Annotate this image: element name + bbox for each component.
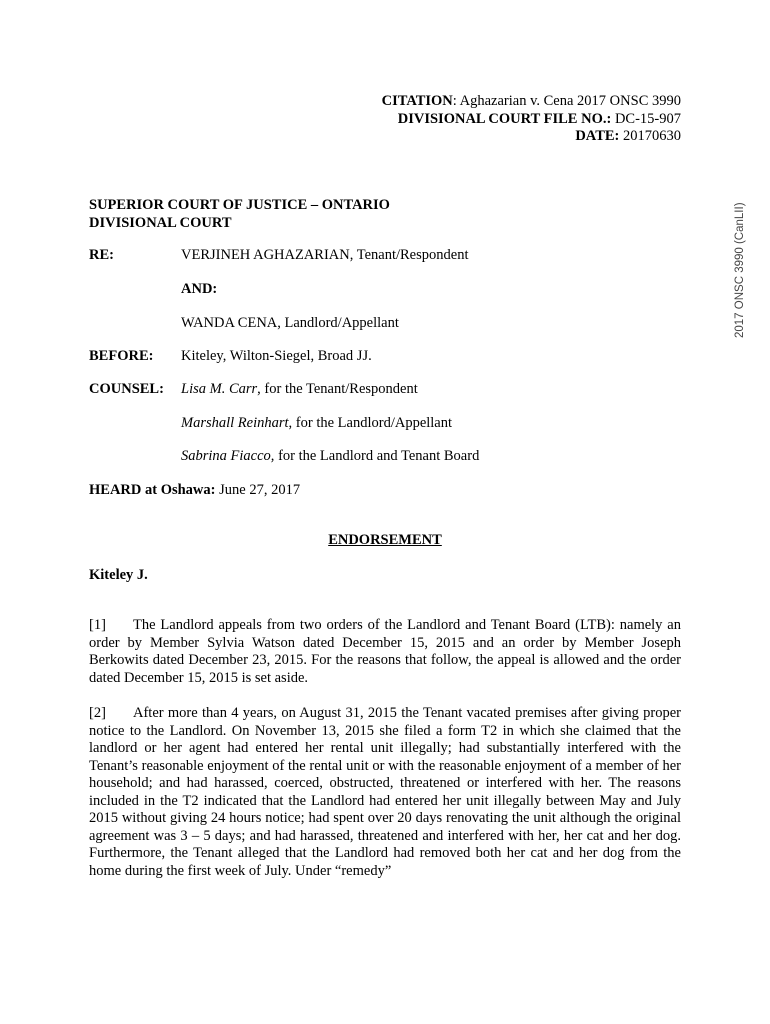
and-label: AND: bbox=[181, 281, 218, 297]
file-number-label: DIVISIONAL COURT FILE NO.: bbox=[397, 110, 612, 127]
counsel-name: Lisa M. Carr bbox=[181, 381, 258, 397]
counsel-name: Marshall Reinhart bbox=[181, 415, 289, 431]
file-number-value: DC-15-907 bbox=[611, 110, 681, 127]
citation-line bbox=[382, 93, 681, 111]
citation-label: CITATION bbox=[381, 93, 453, 109]
paragraph-1 bbox=[89, 617, 681, 687]
re-label: RE: bbox=[89, 247, 114, 263]
citation-value: : Aghazarian v. Cena 2017 ONSC 3990 bbox=[452, 93, 681, 109]
heard-value: June 27, 2017 bbox=[215, 482, 301, 498]
court-name-line2: DIVISIONAL COURT bbox=[89, 215, 232, 231]
paragraph-text: After more than 4 years, on August 31, 2015 the Tenant vacated premises after giving proper notice to the Landlord. On November 13, 2015 she filed a form T2 in which she claimed that the landlord or her agent had entered her rental unit illegally; had substantially interfered with the Tenant’s reasonable enjoyment of the rental unit or with the reasonable enjoyment of a member of her household; and had harassed, coerced, obstructed, threatened or interfered with her. The reasons included in the T2 indicated that the Landlord had entered her unit illegally between May and July 2015 without giving 24 hours notice; had spent over 20 days renovating the unit although the original agreement was 3 – 5 days; and had harassed, threatened and interfered with her, her cat and her dog. Furthermore, the Tenant alleged that the Landlord had removed both her cat and her dog from the home during the first week of July. Under “remedy” bbox=[89, 705, 681, 879]
date-value: 20170630 bbox=[619, 128, 681, 144]
paragraph-number: [2] bbox=[89, 705, 106, 721]
file-number-line bbox=[382, 111, 681, 129]
counsel-item bbox=[181, 414, 452, 432]
court-name-block bbox=[89, 196, 390, 232]
paragraph-number: [1] bbox=[89, 617, 106, 633]
date-label: DATE: bbox=[575, 128, 620, 144]
citation-block bbox=[382, 93, 681, 146]
counsel-item bbox=[181, 380, 418, 398]
counsel-role: , for the Landlord/Appellant bbox=[288, 415, 453, 431]
date-line bbox=[382, 128, 681, 146]
canlii-side-stamp: 2017 ONSC 3990 (CanLII) bbox=[734, 202, 746, 338]
endorsement-heading: ENDORSEMENT bbox=[328, 532, 442, 548]
counsel-role: , for the Tenant/Respondent bbox=[257, 381, 418, 397]
court-name-line1: SUPERIOR COURT OF JUSTICE – ONTARIO bbox=[89, 197, 390, 213]
counsel-name: Sabrina Fiacco, bbox=[181, 448, 275, 464]
counsel-role: for the Landlord and Tenant Board bbox=[274, 448, 480, 464]
heard-label: HEARD at Oshawa: bbox=[89, 482, 216, 498]
counsel-label: COUNSEL: bbox=[89, 381, 164, 397]
paragraph-2 bbox=[89, 705, 681, 880]
counsel-item bbox=[181, 447, 479, 465]
heard-row bbox=[89, 481, 300, 499]
before-value: Kiteley, Wilton-Siegel, Broad JJ. bbox=[181, 348, 372, 364]
judge-name: Kiteley J. bbox=[89, 567, 148, 583]
re-party2: WANDA CENA, Landlord/Appellant bbox=[181, 315, 399, 331]
paragraph-text: The Landlord appeals from two orders of the Landlord and Tenant Board (LTB): namely an order by Member Sylvia Watson dated December 15, 2015 and an order by Member Joseph Berkowits dated December 23, 2015. For the reasons that follow, the appeal is allowed and the order dated December 15, 2015 is set aside. bbox=[89, 617, 681, 686]
before-label: BEFORE: bbox=[89, 348, 154, 364]
re-party1: VERJINEH AGHAZARIAN, Tenant/Respondent bbox=[181, 247, 469, 263]
